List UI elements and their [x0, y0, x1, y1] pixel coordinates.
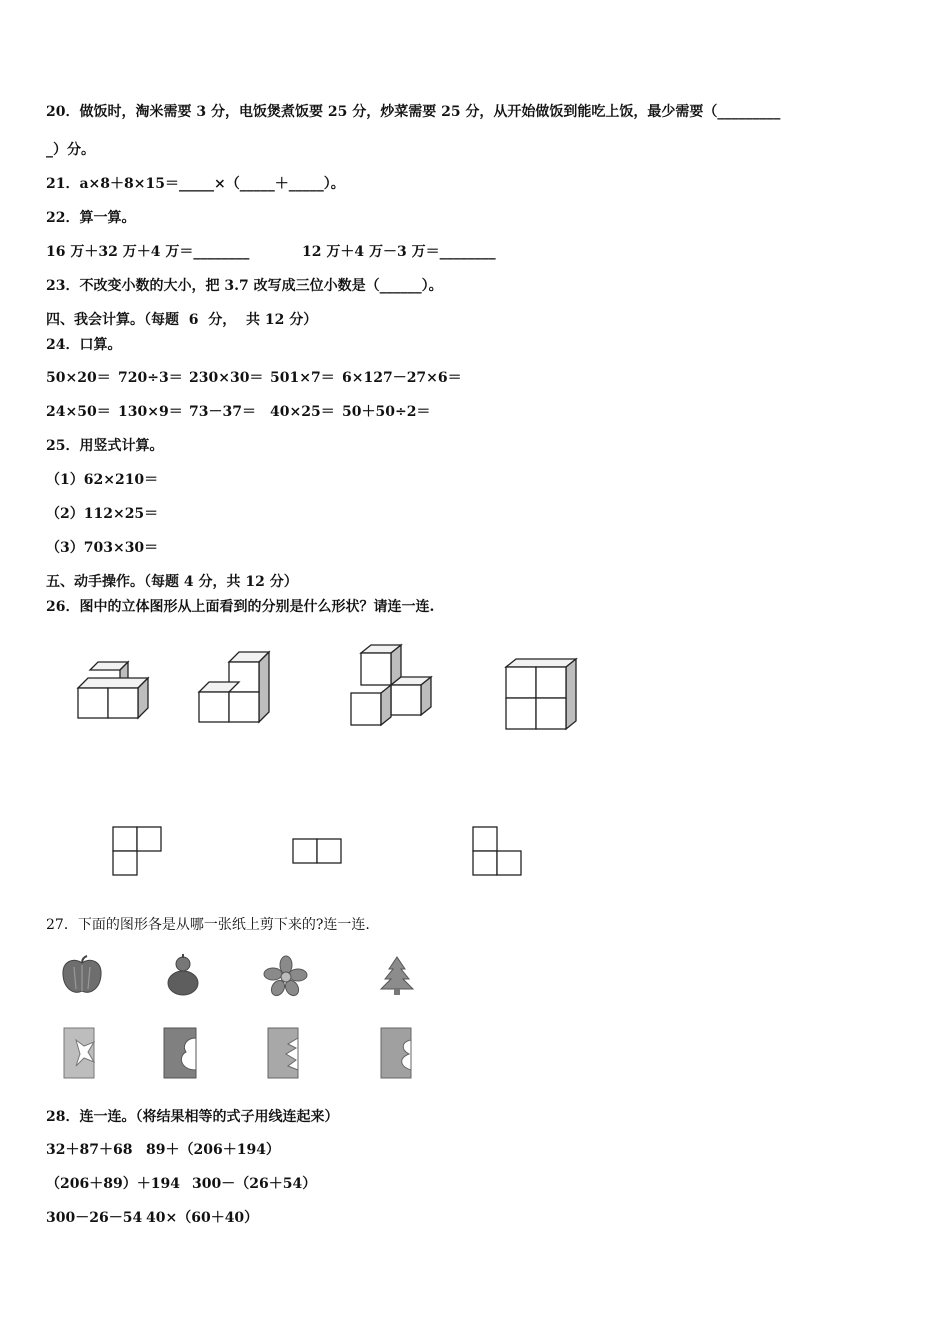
q24-row2-c2: 130×9＝	[118, 404, 183, 420]
q24-row1-c4: 501×7＝	[270, 370, 335, 386]
q22-title: 22．算一算。	[46, 210, 136, 226]
paper-flower-cut-icon	[266, 1026, 302, 1080]
q24-row1-c3: 230×30＝	[189, 370, 264, 386]
top-view-3	[472, 826, 524, 878]
q27-title: 27．下面的图形各是从哪一张纸上剪下来的?连一连.	[46, 917, 370, 933]
q24-row2-c1: 24×50＝	[46, 404, 111, 420]
apple-icon	[60, 955, 104, 997]
flower-icon	[264, 955, 308, 997]
solid-figure-1	[70, 660, 160, 730]
solid-figure-3	[345, 643, 440, 733]
q25-item-3: （3）703×30＝	[46, 540, 159, 556]
q20-line1: 20．做饭时，淘米需要 3 分，电饭煲煮饭要 25 分，炒菜需要 25 分，从开始做饭到能吃上饭，最少需要（_________	[46, 104, 781, 120]
section5-heading: 五、动手操作。（每题 4 分，共 12 分）	[46, 574, 298, 590]
q22-expr1: 16 万＋32 万＋4 万＝________	[46, 244, 250, 260]
q21: 21．a×8＋8×15＝_____×（_____＋_____）。	[46, 176, 345, 192]
q28-row2-left: （206＋89）＋194	[46, 1176, 180, 1192]
q24-row2-c5: 50＋50÷2＝	[342, 404, 431, 420]
q28-row3-right: 40×（60＋40）	[146, 1210, 259, 1226]
q28-row2-right: 300－（26＋54）	[192, 1176, 317, 1192]
q24-row2-c4: 40×25＝	[270, 404, 335, 420]
q24-row1-c2: 720÷3＝	[118, 370, 183, 386]
tree-icon	[377, 955, 417, 997]
q26-title: 26．图中的立体图形从上面看到的分别是什么形状？请连一连.	[46, 599, 435, 615]
q28-row1-left: 32＋87＋68	[46, 1142, 133, 1158]
q22-expr2: 12 万＋4 万－3 万＝________	[302, 244, 496, 260]
q28-title: 28．连一连。（将结果相等的式子用线连起来）	[46, 1109, 339, 1125]
q25-item-2: （2）112×25＝	[46, 506, 159, 522]
paper-star-cut-icon	[62, 1026, 98, 1080]
solid-figure-4	[500, 655, 590, 735]
q24-row2-c3: 73－37＝	[189, 404, 256, 420]
q24-row1-c5: 6×127－27×6＝	[342, 370, 462, 386]
q24-title: 24．口算。	[46, 337, 122, 353]
top-view-1	[112, 826, 164, 878]
paper-gourd-cut-icon	[162, 1026, 198, 1080]
q20-line2: _）分。	[46, 142, 95, 158]
q25-title: 25．用竖式计算。	[46, 438, 164, 454]
q28-row1-right: 89＋（206＋194）	[146, 1142, 280, 1158]
q24-row1-c1: 50×20＝	[46, 370, 111, 386]
solid-figure-2	[195, 650, 285, 730]
q28-row3-left: 300－26－54	[46, 1210, 143, 1226]
section4-heading: 四、我会计算。（每题 6 分， 共 12 分）	[46, 312, 318, 328]
paper-tree-cut-icon	[379, 1026, 415, 1080]
gourd-icon	[163, 952, 203, 998]
top-view-2	[292, 838, 344, 866]
q23: 23．不改变小数的大小，把 3.7 改写成三位小数是（______）。	[46, 278, 443, 294]
q25-item-1: （1）62×210＝	[46, 472, 159, 488]
